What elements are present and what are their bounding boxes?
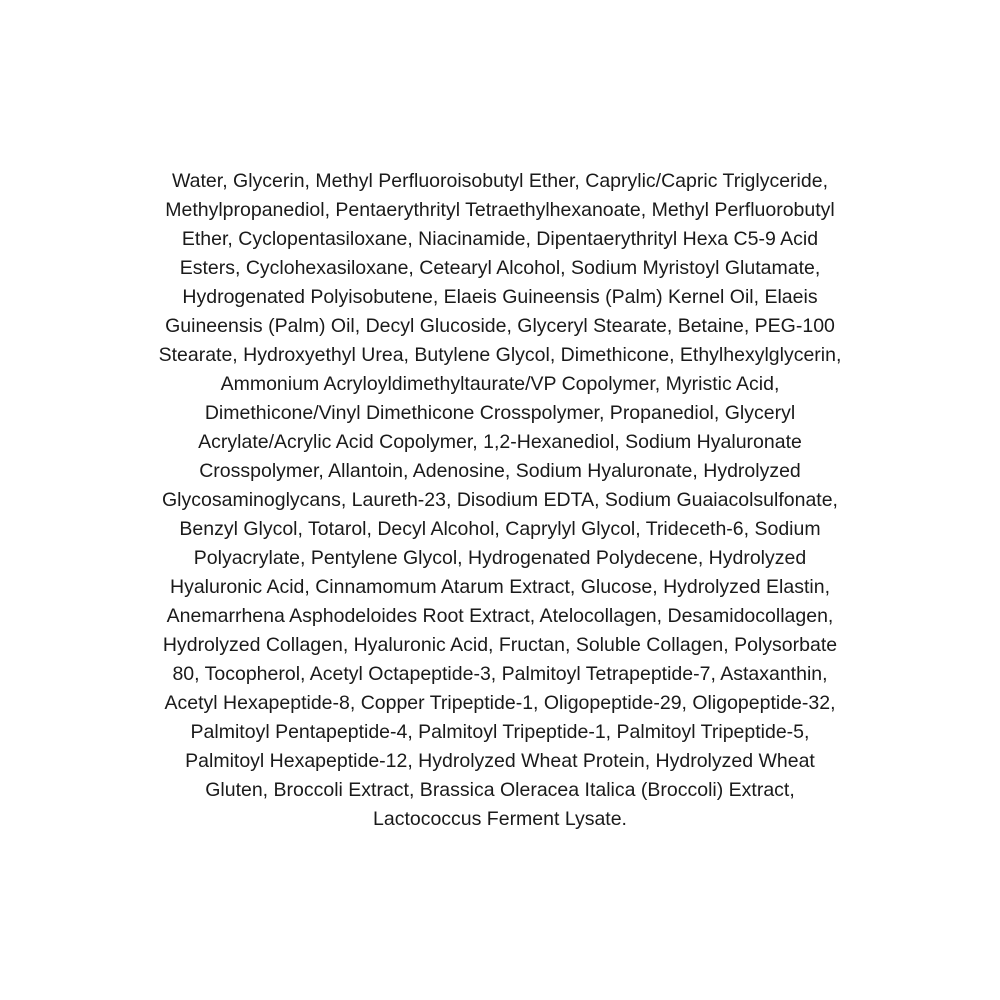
- ingredients-line: Methylpropanediol, Pentaerythrityl Tetraethylhexanoate, Methyl Perfluorobutyl: [165, 199, 835, 221]
- ingredients-line: Ether, Cyclopentasiloxane, Niacinamide, Dipentaerythrityl Hexa C5-9 Acid: [181, 228, 819, 250]
- ingredients-line: Crosspolymer, Allantoin, Adenosine, Sodium Hyaluronate, Hydrolyzed: [199, 460, 801, 482]
- ingredients-line: Hydrogenated Polyisobutene, Elaeis Guineensis (Palm) Kernel Oil, Elaeis: [182, 286, 818, 308]
- ingredients-list: [0, 167, 1000, 834]
- ingredients-line: Benzyl Glycol, Totarol, Decyl Alcohol, Caprylyl Glycol, Trideceth-6, Sodium: [179, 518, 821, 540]
- ingredients-line: Esters, Cyclohexasiloxane, Cetearyl Alcohol, Sodium Myristoyl Glutamate,: [179, 257, 821, 279]
- ingredients-line: Water, Glycerin, Methyl Perfluoroisobutyl Ether, Caprylic/Capric Triglyceride,: [171, 170, 828, 192]
- ingredients-line: Glycosaminoglycans, Laureth-23, Disodium EDTA, Sodium Guaiacolsulfonate,: [162, 489, 838, 511]
- ingredients-line: Guineensis (Palm) Oil, Decyl Glucoside, Glyceryl Stearate, Betaine, PEG-100: [165, 315, 835, 337]
- ingredients-line: Palmitoyl Pentapeptide-4, Palmitoyl Tripeptide-1, Palmitoyl Tripeptide-5,: [190, 721, 810, 743]
- ingredients-line: Palmitoyl Hexapeptide-12, Hydrolyzed Wheat Protein, Hydrolyzed Wheat: [185, 750, 815, 772]
- ingredients-line: Ammonium Acryloyldimethyltaurate/VP Copolymer, Myristic Acid,: [220, 373, 780, 395]
- ingredients-line: 80, Tocopherol, Acetyl Octapeptide-3, Palmitoyl Tetrapeptide-7, Astaxanthin,: [172, 663, 828, 685]
- ingredients-line: Hyaluronic Acid, Cinnamomum Atarum Extract, Glucose, Hydrolyzed Elastin,: [169, 576, 830, 598]
- ingredients-line: Hydrolyzed Collagen, Hyaluronic Acid, Fructan, Soluble Collagen, Polysorbate: [162, 634, 838, 656]
- ingredients-line: Anemarrhena Asphodeloides Root Extract, Atelocollagen, Desamidocollagen,: [166, 605, 834, 627]
- ingredients-line: Lactococcus Ferment Lysate.: [373, 808, 627, 830]
- ingredients-line: Stearate, Hydroxyethyl Urea, Butylene Glycol, Dimethicone, Ethylhexylglycerin,: [158, 344, 842, 366]
- ingredients-line: Dimethicone/Vinyl Dimethicone Crosspolymer, Propanediol, Glyceryl: [204, 402, 796, 424]
- ingredients-line: Acetyl Hexapeptide-8, Copper Tripeptide-1, Oligopeptide-29, Oligopeptide-32,: [164, 692, 836, 714]
- ingredients-line: Gluten, Broccoli Extract, Brassica Oleracea Italica (Broccoli) Extract,: [205, 779, 795, 801]
- ingredients-line: Polyacrylate, Pentylene Glycol, Hydrogenated Polydecene, Hydrolyzed: [193, 547, 807, 569]
- ingredients-line: Acrylate/Acrylic Acid Copolymer, 1,2-Hexanediol, Sodium Hyaluronate: [198, 431, 802, 453]
